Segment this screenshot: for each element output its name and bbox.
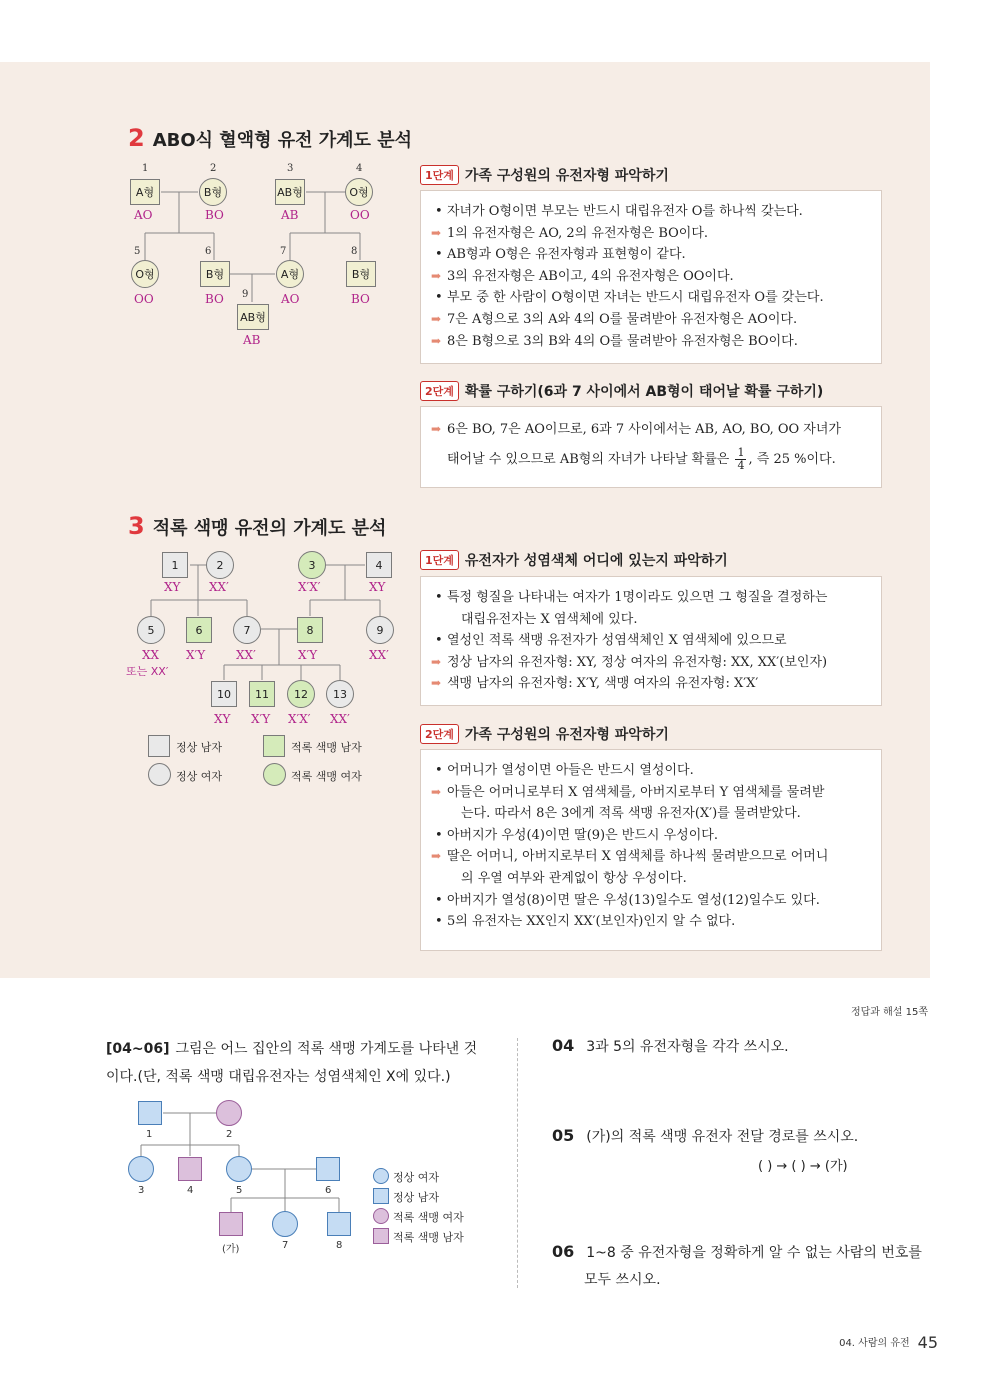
q-person-ga-cb-male <box>219 1212 243 1236</box>
person-4-female: O형 <box>345 178 373 206</box>
page-number: 45 <box>917 1333 938 1352</box>
cb-person-7-female: 7 <box>233 616 261 644</box>
answer-reference: 정답과 해설 15쪽 <box>850 1007 928 1018</box>
question-pedigree: 1 2 3 4 5 6 (가) 7 8 정상 여자 정상 남자 적록 색맹 여자 적록 색맹 남자 <box>0 0 520 1300</box>
person-2-female: B형 <box>199 178 227 206</box>
sec3-step1-heading: 1단계 유전자가 성염색체 어디에 있는지 파악하기 <box>420 550 728 570</box>
q-person-6-normal-male <box>316 1157 340 1181</box>
cb-person-11-male: 11 <box>249 681 275 707</box>
person-7-female: A형 <box>276 260 304 288</box>
sec3-step2-heading: 2단계 가족 구성원의 유전자형 파악하기 <box>420 724 669 744</box>
person-6-male: B형 <box>200 261 230 287</box>
question-04: 04 3과 5의 유전자형을 각각 쓰시오. <box>552 1036 789 1055</box>
q-person-2-cb-female <box>216 1100 242 1126</box>
q-person-1-normal-male <box>138 1101 162 1125</box>
sec3-step2-box: • 어머니가 열성이면 아들은 반드시 열성이다. ➡ 아들은 어머니로부터 X 염색체를, 아버지로부터 Y 염색체를 물려받 는다. 따라서 8은 3에게 적록 색맹 유전자(X′)를 물려받았다. • 아버지가 우성(4)이면 딸(9)은 반드시 우성이다. ➡ 딸은 어머니, 아버지로부터 X 염색체를 하나씩 물려받으므로 어머니 의 우열 여부와 관계없이 항상 우성이다. • 아버지가 열성(8)이면 딸은 우성(13)일수도 열성(12)일수도 있다. • 5의 유전자는 XX인지 XX′(보인자)인지 알 수 없다. <box>420 749 882 951</box>
q-person-5-normal-female <box>226 1156 252 1182</box>
person-3-male: AB형 <box>275 179 305 205</box>
q-legend-cb-female <box>373 1208 389 1224</box>
cb-person-12-female: 12 <box>287 680 315 708</box>
sec2-step2-box: ➡ 6은 BO, 7은 AO이므로, 6과 7 사이에서는 AB, AO, BO, OO 자녀가 태어날 수 있으므로 AB형의 자녀가 나타날 확률은 $\frac{1}{4}$ , 즉 25 %이다. <box>420 406 882 488</box>
question-05: 05 (가)의 적록 색맹 유전자 전달 경로를 쓰시오. <box>552 1126 859 1145</box>
q-person-7-normal-female <box>272 1211 298 1237</box>
person-9-male: AB형 <box>237 304 269 330</box>
cb-person-9-female: 9 <box>366 616 394 644</box>
cb-person-6-male: 6 <box>186 617 212 643</box>
cb-person-10-male: 10 <box>211 681 237 707</box>
q-person-8-normal-male <box>327 1212 351 1236</box>
q-legend-normal-male <box>373 1188 389 1204</box>
q-person-3-normal-female <box>128 1156 154 1182</box>
cb-person-4-male: 4 <box>366 552 392 578</box>
cb-person-13-female: 13 <box>326 680 354 708</box>
abo-pedigree: 1 A형 AO 2 B형 BO 3 AB형 AB 4 O형 OO 5 O형 OO 6 B형 BO 7 A형 AO 8 B형 BO 9 AB형 AB <box>0 0 420 360</box>
sec3-step1-box: • 특정 형질을 나타내는 여자가 1명이라도 있으면 그 형질을 결정하는 대립유전자는 X 염색체에 있다. • 열성인 적록 색맹 유전자가 성염색체인 X 염색체에 있으므로 ➡ 정상 남자의 유전자형: XY, 정상 여자의 유전자형: XX, XX′(보인자) ➡ 색맹 남자의 유전자형: X′Y, 색맹 여자의 유전자형: X′X′ <box>420 576 882 706</box>
section2-title: 2 ABO식 혈액형 유전 가계도 분석 <box>128 124 412 152</box>
question-05-blank[interactable]: ( ) → ( ) → (가) <box>758 1159 848 1174</box>
question-pedigree-lines <box>0 0 520 1300</box>
page-footer: 04. 사람의 유전 45 <box>839 1333 938 1352</box>
q-person-4-cb-male <box>178 1157 202 1181</box>
question-06: 06 1~8 중 유전자형을 정확하게 알 수 없는 사람의 번호를 모두 쓰시오. <box>552 1242 922 1288</box>
cb-person-3-female: 3 <box>298 551 326 579</box>
person-5-female: O형 <box>131 260 159 288</box>
cb-person-1-male: 1 <box>162 552 188 578</box>
colorblind-pedigree: 1 XY 2 XX′ 3 X′X′ 4 XY 5 XX 또는 XX′ 6 X′Y 7 XX′ 8 X′Y 9 XX′ 10 XY 11 X′Y 12 X′X′ 13 XX′ 정상 남자 적록 색맹 남자 정상 여자 적록 색맹 여자 <box>0 0 420 800</box>
cb-person-8-male: 8 <box>297 617 323 643</box>
sec2-step2-heading: 2단계 확률 구하기(6과 7 사이에서 AB형이 태어날 확률 구하기) <box>420 381 823 401</box>
sec2-step1-box: • 자녀가 O형이면 부모는 반드시 대립유전자 O를 하나씩 갖는다. ➡ 1의 유전자형은 AO, 2의 유전자형은 BO이다. • AB형과 O형은 유전자형과 표현형이 같다. ➡ 3의 유전자형은 AB이고, 4의 유전자형은 OO이다. • 부모 중 한 사람이 O형이면 자녀는 반드시 대립유전자 O를 갖는다. ➡ 7은 A형으로 3의 A와 4의 O를 물려받아 유전자형은 AO이다. ➡ 8은 B형으로 3의 B와 4의 O를 물려받아 유전자형은 BO이다. <box>420 190 882 364</box>
cb-person-2-female: 2 <box>206 551 234 579</box>
section3-title: 3 적록 색맹 유전의 가계도 분석 <box>128 512 387 540</box>
q-legend-cb-male <box>373 1228 389 1244</box>
person-1-male: A형 <box>130 179 160 205</box>
q-legend-normal-female <box>373 1168 389 1184</box>
fraction: $\frac{1}{4}$ <box>737 445 745 472</box>
sec2-step1-heading: 1단계 가족 구성원의 유전자형 파악하기 <box>420 165 669 185</box>
cb-person-5-female: 5 <box>137 616 165 644</box>
column-divider <box>517 1038 518 1288</box>
question-intro: [04~06] 그림은 어느 집안의 적록 색맹 가계도를 나타낸 것 이다.(단, 적록 색맹 대립유전자는 성염색체인 X에 있다.) <box>106 1041 478 1085</box>
person-8-male: B형 <box>346 261 376 287</box>
